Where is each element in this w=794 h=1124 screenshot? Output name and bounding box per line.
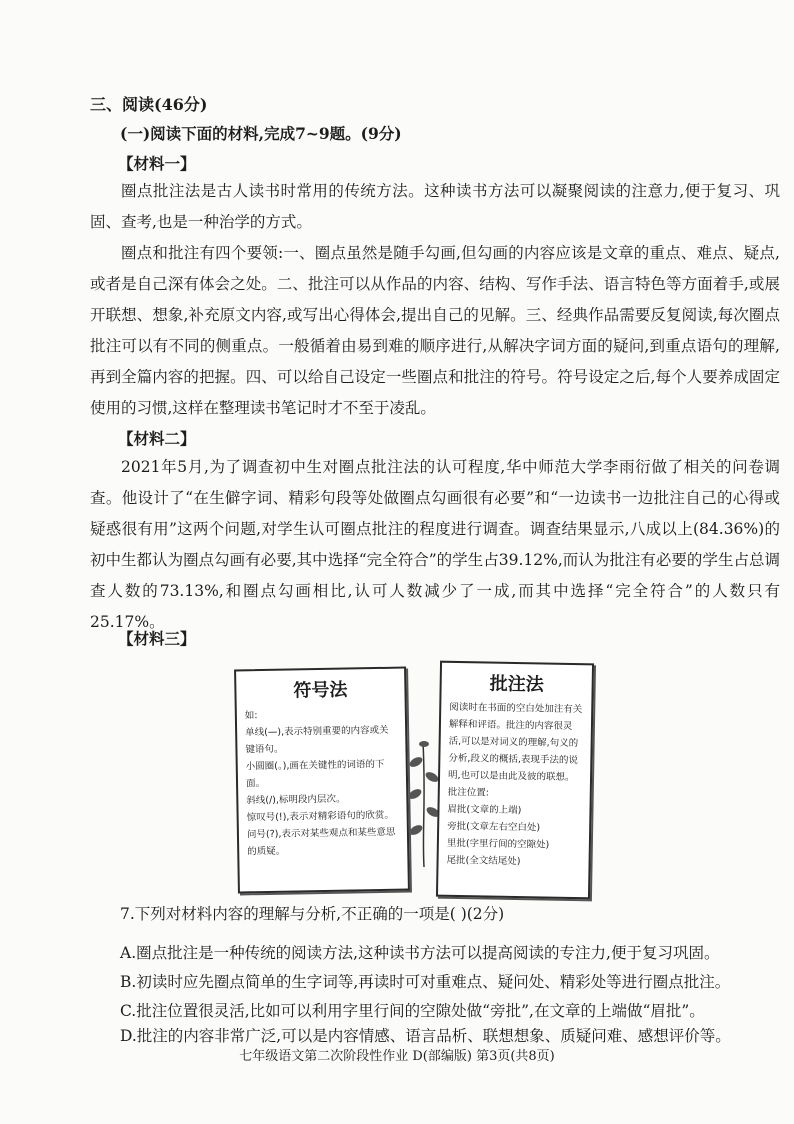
symbol-line: 小圆圈(。),画在关键性的词语的下面。: [245, 758, 385, 790]
material1-paragraph-2: 圈点和批注有四个要领:一、圈点虽然是随手勾画,但勾画的内容应该是文章的重点、难点、疑点,或者是自己深有体会之处。二、批注可以从作品的内容、结构、写作手法、语言特色等方面着手,或展开联想、想象,补充原文内容,或写出心得体会,提出自己的见解。三、经典作品需要反复阅读,每次圈点批注可以有不同的侧重点。一般循着由易到难的顺序进行,从解决字词方面的疑问,到重点语句的理解,再到全篇内容的把握。四、可以给自己设定一些圈点和批注的符号。符号设定之后,每个人要养成固定使用的习惯,这样在整理读书笔记时才不至于凌乱。: [90, 244, 780, 417]
symbol-method-body: [237, 705, 408, 861]
annotation-position: 旁批(文章左右空白处): [447, 820, 541, 834]
symbol-method-card: [234, 667, 410, 894]
material2-paragraph-1: 2021年5月,为了调查初中生对圈点批注法的认可程度,华中师范大学李雨衍做了相关的问卷调查。他设计了“在生僻字词、精彩句段等处做圈点勾画很有必要”和“一边读书一边批注自己的心得或疑惑很有用”这两个问题,对学生认可圈点批注的程度进行调查。调查结果显示,八成以上(84.36%)的初中生都认为圈点勾画有必要,其中选择“完全符合”的学生占39.12%,而认为批注有必要的学生占总调查人数的73.13%,和圈点勾画相比,认可人数减少了一成,而其中选择“完全符合”的人数只有25.17%。: [90, 458, 780, 631]
page-footer: 七年级语文第二次阶段性作业 D(部编版) 第3页(共8页): [239, 1049, 555, 1064]
material2-label: 【材料二】: [118, 429, 196, 448]
symbol-line: 惊叹号(!),表示对精彩语句的欣赏。: [246, 809, 394, 824]
annotation-position-label: 批注位置:: [447, 786, 490, 799]
annotation-method-card: [436, 661, 594, 900]
symbol-line: 斜线(/),标明段内层次。: [246, 793, 346, 807]
annotation-position: 里批(字里行间的空隙处): [446, 837, 550, 851]
annotation-method-title: 批注法: [489, 673, 544, 696]
material1-paragraph-1: 圈点批注法是古人读书时常用的传统方法。这种读书方法可以凝聚阅读的注意力,便于复习、巩固、查考,也是一种治学的方式。: [90, 182, 780, 231]
subsection-title: (一)阅读下面的材料,完成7~9题。(9分): [120, 124, 402, 143]
symbol-line: 单线(—),表示特别重要的内容或关键语句。: [245, 724, 389, 756]
question-7-stem: 7.下列对材料内容的理解与分析,不正确的一项是( )(2分): [120, 905, 505, 923]
question-7-option-a: A.圈点批注是一种传统的阅读方法,这种读书方法可以提高阅读的专注力,便于复习巩固。: [120, 944, 720, 962]
symbol-line: 问号(?),表示对某些观点和某些意思的质疑。: [246, 826, 396, 858]
annotation-method-body: [438, 699, 591, 872]
annotation-intro: 阅读时在书面的空白处加注有关解释和评语。批注的内容很灵活,可以是对词义的理解,句义的分析,段义的概括,表现手法的说明,也可以是由此及彼的联想。: [447, 701, 583, 784]
symbol-line: 如:: [244, 710, 258, 722]
annotation-position: 眉批(文章的上端): [447, 803, 522, 817]
symbol-method-title: 符号法: [293, 679, 348, 702]
material3-figure: [236, 662, 592, 900]
material3-label: 【材料三】: [118, 629, 196, 648]
question-7-option-c: C.批注位置很灵活,比如可以利用字里行间的空隙处做“旁批”,在文章的上端做“眉批”。: [120, 1002, 705, 1020]
material1-label: 【材料一】: [118, 154, 196, 173]
section-title: 三、阅读(46分): [90, 95, 208, 114]
question-7-option-d: D.批注的内容非常广泛,可以是内容情感、语言品析、联想想象、质疑问难、感想评价等。: [120, 1027, 731, 1045]
annotation-position: 尾批(全文结尾处): [446, 854, 521, 868]
question-7-option-b: B.初读时应先圈点简单的生字词等,再读时可对重难点、疑问处、精彩处等进行圈点批注。: [120, 973, 731, 991]
